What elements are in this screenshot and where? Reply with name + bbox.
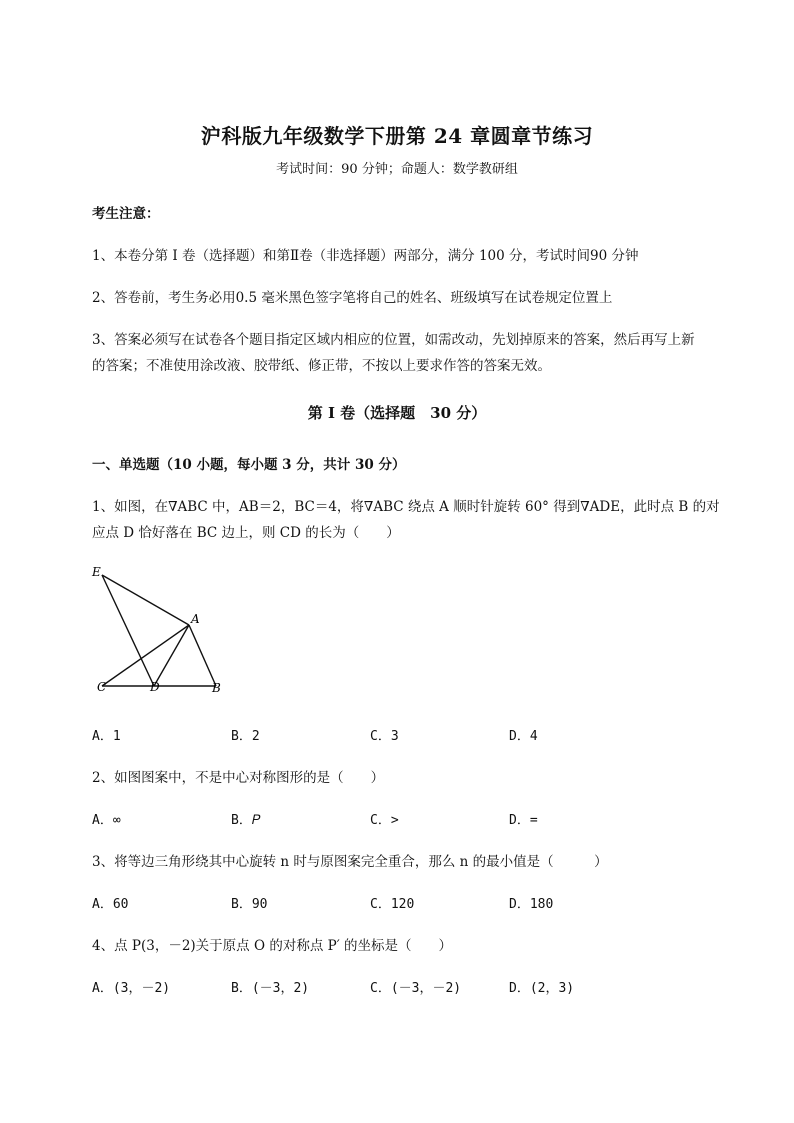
q4-option-d[interactable]: D．(2，3)	[509, 981, 575, 996]
q3-option-c[interactable]: C．120	[370, 897, 415, 912]
segment-EA	[102, 575, 189, 625]
notice-item-3: 3、答案必须写在试卷各个题目指定区域内相应的位置，如需改动，先划掉原来的答案，然后再写上新	[92, 332, 695, 348]
q3-option-b[interactable]: B．90	[231, 897, 268, 912]
question-1-line-1: 1、如图，在∇ABC 中，AB＝2，BC＝4，将∇ABC 绕点 A 顺时针旋转 60° 得到∇ADE，此时点 B 的对	[92, 499, 720, 515]
part-heading: 一、单选题（10 小题，每小题 3 分，共计 30 分）	[92, 457, 406, 473]
q2-option-b[interactable]: B．𝑃	[231, 813, 261, 828]
q2-option-d[interactable]: D．=	[509, 813, 538, 828]
exam-info: 考试时间：90 分钟；命题人：数学教研组	[276, 162, 518, 177]
q1-option-d[interactable]: D．4	[509, 729, 538, 744]
question-2: 2、如图图案中，不是中心对称图形的是（ ）	[92, 770, 385, 786]
segment-AB	[189, 625, 216, 686]
q2-option-c[interactable]: C．>	[370, 813, 399, 828]
q4-option-a[interactable]: A．(3，－2)	[92, 981, 171, 996]
question-1-line-2: 应点 D 恰好落在 BC 边上，则 CD 的长为（ ）	[92, 525, 400, 541]
question-4: 4、点 P(3，－2)关于原点 O 的对称点 P′ 的坐标是（ ）	[92, 938, 453, 954]
label-B: B	[212, 681, 221, 695]
section-title: 第 I 卷（选择题 30 分）	[307, 404, 487, 422]
page-title: 沪科版九年级数学下册第 24 章圆章节练习	[200, 124, 594, 148]
notice-item-1: 1、本卷分第 I 卷（选择题）和第Ⅱ卷（非选择题）两部分，满分 100 分，考试时间90 分钟	[92, 248, 639, 264]
label-E: E	[92, 565, 101, 579]
geometry-figure	[88, 562, 228, 698]
q3-option-d[interactable]: D．180	[509, 897, 554, 912]
label-C: C	[97, 680, 107, 694]
notice-heading: 考生注意：	[92, 206, 160, 222]
q2-option-a[interactable]: A．∞	[92, 813, 121, 828]
q4-option-c[interactable]: C．(－3，－2)	[370, 981, 462, 996]
q3-option-a[interactable]: A．60	[92, 897, 129, 912]
label-D: D	[150, 680, 160, 694]
q1-option-b[interactable]: B．2	[231, 729, 260, 744]
q4-option-b[interactable]: B．(－3，2)	[231, 981, 310, 996]
label-A: A	[191, 612, 200, 626]
segment-DA	[154, 625, 189, 686]
segment-ED	[102, 575, 154, 686]
notice-item-2: 2、答卷前，考生务必用0.5 毫米黑色签字笔将自己的姓名、班级填写在试卷规定位置上	[92, 290, 613, 306]
q1-option-c[interactable]: C．3	[370, 729, 399, 744]
q1-option-a[interactable]: A．1	[92, 729, 121, 744]
segment-CA	[102, 625, 189, 686]
notice-item-3-cont: 的答案；不准使用涂改液、胶带纸、修正带，不按以上要求作答的答案无效。	[92, 358, 551, 374]
question-3: 3、将等边三角形绕其中心旋转 n 时与原图案完全重合，那么 n 的最小值是（ ）	[92, 854, 608, 870]
